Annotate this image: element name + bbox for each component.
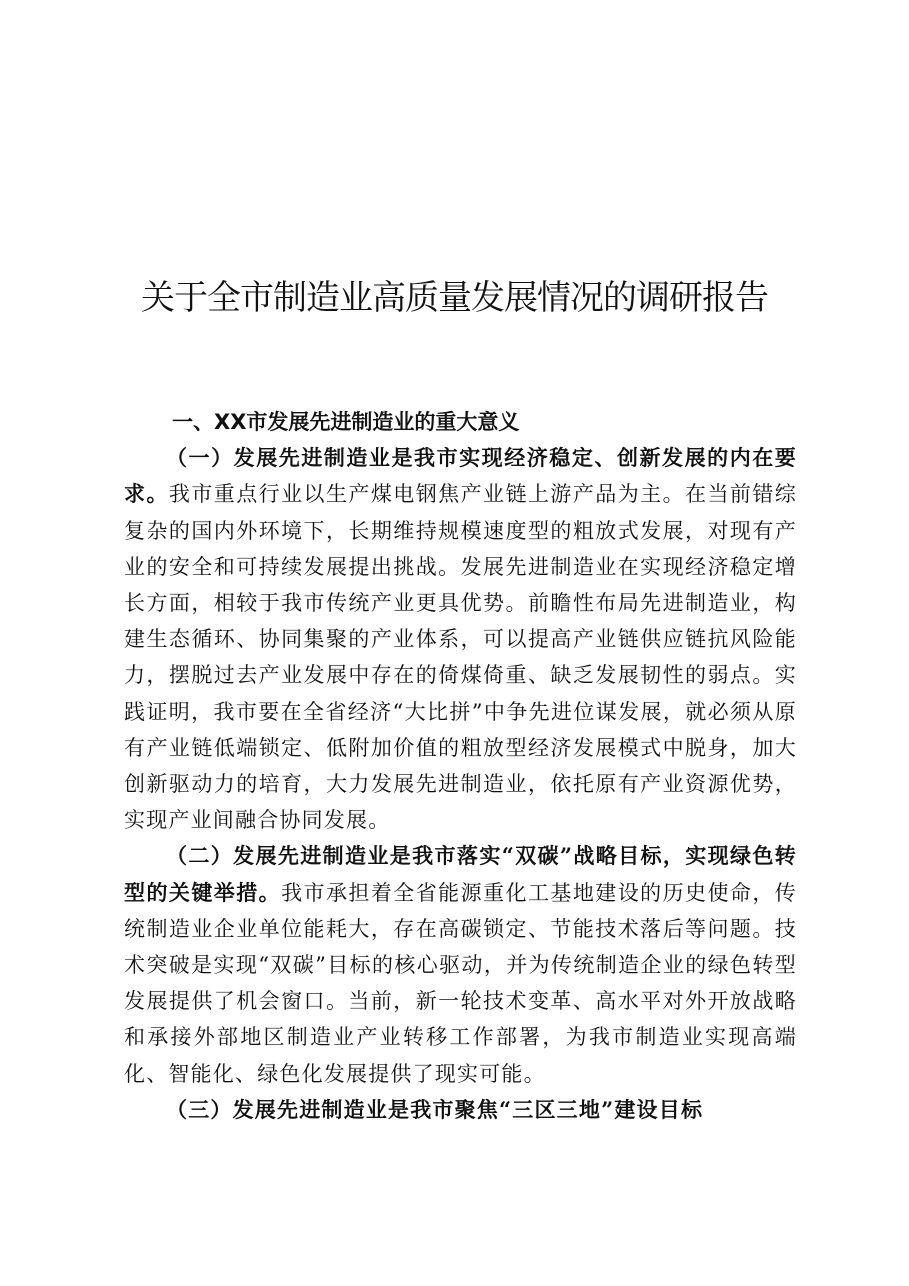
paragraph-3 — [124, 1092, 797, 1128]
paragraph-1 — [124, 440, 797, 838]
paragraph-2 — [124, 838, 797, 1091]
paragraph-2-lead: （二）发展先进制造业是我市落实“双碳”战略目标，实现绿色转型的关键举措。 — [124, 843, 797, 905]
section-heading: 一、XX市发展先进制造业的重大意义 — [172, 410, 520, 434]
document-title: 关于全市制造业高质量发展情况的调研报告 — [141, 278, 768, 318]
paragraph-1-lead: （一）发展先进制造业是我市实现经济稳定、创新发展的内在要求。 — [124, 445, 797, 507]
paragraph-3-lead: （三）发展先进制造业是我市聚焦“三区三地”建设目标 — [166, 1096, 704, 1122]
paragraph-2-body: 我市承担着全省能源重化工基地建设的历史使命，传统制造业企业单位能耗大，存在高碳锁定、节能技术落后等问题。技术突破是实现“双碳”目标的核心驱动，并为传统制造企业的绿色转型发展提供了机会窗口。当前，新一轮技术变革、高水平对外开放战略和承接外部地区制造业产业转移工作部署，为我市制造业实现高端化、智能化、绿色化发展提供了现实可能。 — [124, 880, 797, 1086]
document-body — [124, 404, 797, 1128]
paragraph-1-body: 我市重点行业以生产煤电钢焦产业链上游产品为主。在当前错综复杂的国内外环境下，长期维持规模速度型的粗放式发展，对现有产业的安全和可持续发展提出挑战。发展先进制造业在实现经济稳定增长方面，相较于我市传统产业更具优势。前瞻性布局先进制造业，构建生态循环、协同集聚的产业体系，可以提高产业链供应链抗风险能力，摆脱过去产业发展中存在的倚煤倚重、缺乏发展韧性的弱点。实践证明，我市要在全省经济“大比拼”中争先进位谋发展，就必须从原有产业链低端锁定、低附加价值的粗放型经济发展模式中脱身，加大创新驱动力的培育，大力发展先进制造业，依托原有产业资源优势，实现产业间融合协同发展。 — [124, 482, 797, 833]
